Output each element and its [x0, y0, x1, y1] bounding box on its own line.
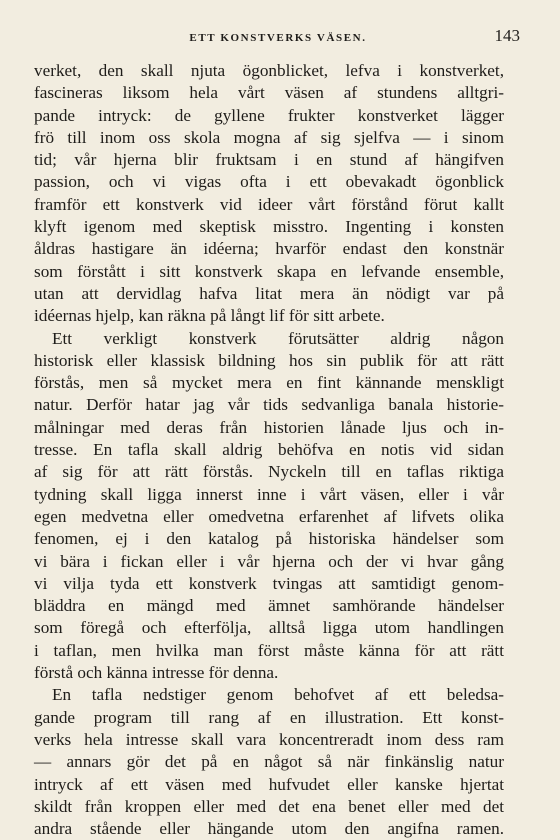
text-line: gande program till rang af en illustration. Ett konst- [34, 707, 504, 727]
text-line: förstås, men så mycket mera en fint kännande menskligt [34, 373, 504, 393]
text-line: skildt från kroppen eller med det ena benet eller med det [34, 796, 504, 816]
text-line: historisk eller klassisk bildning hos sin publik för att rätt [34, 350, 504, 370]
text-line: passion, och vi vigas ofta i ett obevakadt ögonblick [34, 172, 504, 192]
text-line: vi vilja tyda ett konstverk tvingas att samtidigt genom- [34, 573, 504, 593]
text-line: åldras hastigare än idéerna; hvarför endast den konstnär [34, 239, 504, 259]
text-line: i taflan, men hvilka man först måste känna för att rätt [34, 640, 504, 660]
text-line: tydning skall ligga innerst inne i vårt väsen, eller i vår [34, 484, 504, 504]
text-line: som förstått i sitt konstverk skapa en lefvande ensemble, [34, 261, 504, 281]
text-line: klyft igenom med skeptisk misstro. Ingenting i konsten [34, 217, 504, 237]
text-line: förstå och känna intresse för denna. [34, 663, 279, 683]
text-line: egen medvetna eller omedvetna erfarenhet af lifvets olika [34, 506, 504, 526]
text-line: utan att dervidlag hafva litat mera än nödigt var på [34, 283, 504, 303]
text-line: bläddra en mängd med ämnet samhörande händelser [34, 596, 504, 616]
text-line: af sig för att rätt förstås. Nyckeln till en taflas riktiga [34, 462, 504, 482]
text-line: tresse. En tafla skall aldrig behöfva en notis vid sidan [34, 440, 504, 460]
text-line: verks hela intresse skall vara koncentreradt inom dess ram [34, 729, 504, 749]
text-line: verket, den skall njuta ögonblicket, lefva i konstverket, [34, 61, 504, 80]
text-line: som föregå och efterfölja, alltså ligga utom handlingen [34, 618, 504, 638]
page-number: 143 [494, 26, 520, 45]
running-head: ETT KONSTVERKS VÄSEN. [189, 32, 367, 44]
text-line: intryck af ett väsen med hufvudet eller kanske hjertat [34, 774, 504, 794]
text-line: frö till inom oss skola mogna af sig sjelfva — i sinom [34, 127, 504, 147]
text-line: pande intryck: de gyllene frukter konstverket lägger [34, 105, 504, 125]
page-header [36, 26, 520, 48]
text-line: framför ett konstverk vid ideer vårt förstånd förut kallt [34, 194, 504, 214]
text-line: fascineras liksom hela vårt väsen af stundens alltgri- [34, 83, 504, 103]
text-line: En tafla nedstiger genom behofvet af ett beledsa- [52, 685, 504, 705]
body-text [34, 60, 504, 840]
text-line: andra stående eller hängande utom den angifna ramen. [34, 819, 504, 839]
text-line: målningar med deras från historien lånade ljus och in- [34, 417, 504, 437]
text-line: tid; vår hjerna blir fruktsam i en stund af hängifven [34, 150, 504, 170]
text-line: natur. Derför hatar jag vår tids sedvanliga banala historie- [34, 395, 504, 415]
text-line: Ett verkligt konstverk förutsätter aldrig någon [52, 328, 504, 348]
text-line: vi bära i fickan eller i vår hjerna och der vi hvar gång [34, 551, 504, 571]
text-line: idéernas hjelp, kan räkna på långt lif för sitt arbete. [34, 306, 385, 326]
text-line: fenomen, ej i den katalog på historiska händelser som [34, 529, 504, 549]
text-line: — annars gör det på en något så när finkänslig natur [34, 752, 504, 772]
